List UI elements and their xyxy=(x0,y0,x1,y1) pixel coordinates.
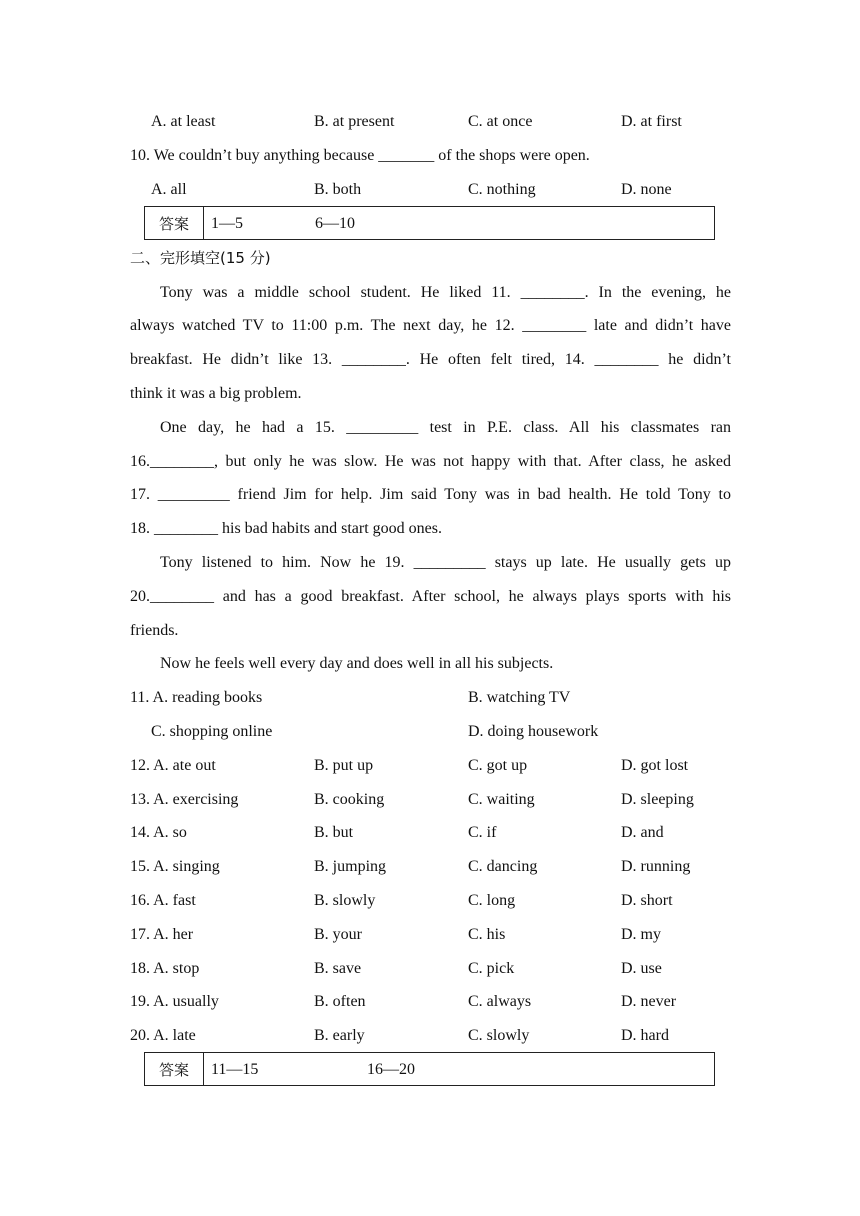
passage-line: friends. xyxy=(130,622,179,639)
q10-option-b: B. both xyxy=(314,181,362,198)
q18-option-d: D. use xyxy=(621,960,662,977)
answer-range-6-10: 6—10 xyxy=(315,215,355,232)
q18-option-c: C. pick xyxy=(468,960,515,977)
passage-line: One day, he had a 15. _________ test in P.E. class. All his classmates ran xyxy=(160,419,731,436)
q20-option-d: D. hard xyxy=(621,1027,669,1044)
q12-option-b: B. put up xyxy=(314,757,374,774)
q18-option-a: 18. A. stop xyxy=(130,960,200,977)
q15-option-c: C. dancing xyxy=(468,858,538,875)
q13-option-b: B. cooking xyxy=(314,791,385,808)
q16-option-c: C. long xyxy=(468,892,516,909)
q17-option-b: B. your xyxy=(314,926,362,943)
q18-option-b: B. save xyxy=(314,960,362,977)
answer-label: 答案 xyxy=(145,1053,204,1085)
answer-label: 答案 xyxy=(145,207,204,239)
q12-option-a: 12. A. ate out xyxy=(130,757,216,774)
q16-option-b: B. slowly xyxy=(314,892,376,909)
q17-option-a: 17. A. her xyxy=(130,926,194,943)
q10-option-d: D. none xyxy=(621,181,672,198)
q20-option-b: B. early xyxy=(314,1027,365,1044)
q10-option-c: C. nothing xyxy=(468,181,536,198)
passage-line: Tony was a middle school student. He liked 11. ________. In the evening, he xyxy=(160,284,731,301)
passage-line: 20.________ and has a good breakfast. After school, he always plays sports with his xyxy=(130,588,731,605)
q13-option-a: 13. A. exercising xyxy=(130,791,239,808)
passage-line: Now he feels well every day and does well in all his subjects. xyxy=(160,655,554,672)
q19-option-c: C. always xyxy=(468,993,532,1010)
q14-option-c: C. if xyxy=(468,824,497,841)
q19-option-a: 19. A. usually xyxy=(130,993,219,1010)
q14-option-b: B. but xyxy=(314,824,354,841)
q15-option-d: D. running xyxy=(621,858,691,875)
passage-line: 16.________, but only he was slow. He was not happy with that. After class, he asked xyxy=(130,453,731,470)
q9-option-a: A. at least xyxy=(151,113,216,130)
q11-option-c: C. shopping online xyxy=(151,723,273,740)
q11-option-a: 11. A. reading books xyxy=(130,689,263,706)
passage-line: 17. _________ friend Jim for help. Jim said Tony was in bad health. He told Tony to xyxy=(130,486,731,503)
q10-option-a: A. all xyxy=(151,181,187,198)
answer-box-1 xyxy=(144,206,715,240)
q19-option-b: B. often xyxy=(314,993,366,1010)
q16-option-a: 16. A. fast xyxy=(130,892,196,909)
passage-line: Tony listened to him. Now he 19. _________ stays up late. He usually gets up xyxy=(160,554,731,571)
answer-range-1-5: 1—5 xyxy=(211,215,243,232)
q11-option-b: B. watching TV xyxy=(468,689,571,706)
q20-option-a: 20. A. late xyxy=(130,1027,196,1044)
q9-option-d: D. at first xyxy=(621,113,682,130)
passage-line: think it was a big problem. xyxy=(130,385,302,402)
q15-option-a: 15. A. singing xyxy=(130,858,220,875)
q9-option-c: C. at once xyxy=(468,113,533,130)
q19-option-d: D. never xyxy=(621,993,677,1010)
q15-option-b: B. jumping xyxy=(314,858,387,875)
q13-option-d: D. sleeping xyxy=(621,791,694,808)
q20-option-c: C. slowly xyxy=(468,1027,530,1044)
passage-line: 18. ________ his bad habits and start good ones. xyxy=(130,520,442,537)
answer-box-2 xyxy=(144,1052,715,1086)
passage-line: always watched TV to 11:00 p.m. The next day, he 12. ________ late and didn’t have xyxy=(130,317,731,334)
answer-range-11-15: 11—15 xyxy=(211,1061,259,1078)
q14-option-a: 14. A. so xyxy=(130,824,187,841)
q12-option-d: D. got lost xyxy=(621,757,689,774)
q14-option-d: D. and xyxy=(621,824,664,841)
q9-option-b: B. at present xyxy=(314,113,395,130)
q17-option-c: C. his xyxy=(468,926,506,943)
q17-option-d: D. my xyxy=(621,926,661,943)
q16-option-d: D. short xyxy=(621,892,673,909)
passage-line: breakfast. He didn’t like 13. ________. He often felt tired, 14. ________ he didn’t xyxy=(130,351,731,368)
answer-range-16-20: 16—20 xyxy=(367,1061,415,1078)
q12-option-c: C. got up xyxy=(468,757,528,774)
q10-stem: 10. We couldn’t buy anything because _______ of the shops were open. xyxy=(130,147,590,164)
q13-option-c: C. waiting xyxy=(468,791,535,808)
section-heading: 二、完形填空(15 分) xyxy=(130,249,271,267)
q11-option-d: D. doing housework xyxy=(468,723,599,740)
